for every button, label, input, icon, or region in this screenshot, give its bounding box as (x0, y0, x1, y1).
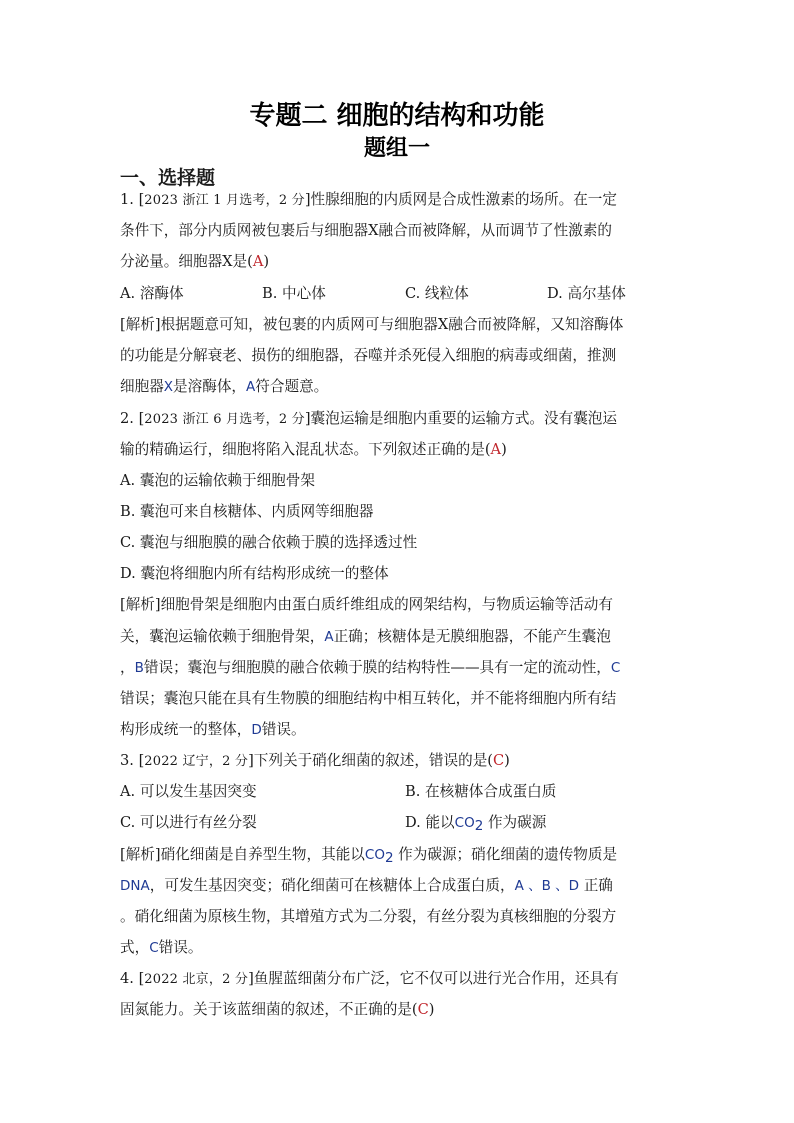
q3-option-b: B. 在核糖体合成蛋白质 (405, 783, 557, 800)
q1-source: 2023 浙江 1 月选考，2 分 (144, 193, 305, 208)
q1-explanation-line1: [解析]根据题意可知，被包裹的内质网可与细胞器X融合而被降解，又知溶酶体 (120, 316, 624, 333)
q2-option-c: C. 囊泡与细胞膜的融合依赖于膜的选择透过性 (120, 534, 418, 551)
page-subtitle: 题组一 (363, 136, 430, 161)
q1-stem-line3: 分泌量。细胞器X是(A) (120, 253, 270, 270)
q2-option-b: B. 囊泡可来自核糖体、内质网等细胞器 (120, 503, 374, 520)
q3-explanation-line4: 式，C错误。 (120, 939, 203, 956)
q1-option-a: A. 溶酶体 (120, 285, 184, 302)
section-heading: 一、选择题 (120, 167, 216, 189)
q3-option-d: D. 能以$CO_2$ 作为碳源 (405, 814, 547, 834)
q3-option-a: A. 可以发生基因突变 (120, 783, 257, 800)
q3-stem-line1: 3. [2022 辽宁，2 分]下列关于硝化细菌的叙述，错误的是(C) (120, 752, 510, 769)
q2-explanation-line3: ，B错误；囊泡与细胞膜的融合依赖于膜的结构特性——具有一定的流动性，C (120, 659, 621, 676)
q3-option-c: C. 可以进行有丝分裂 (120, 814, 257, 831)
q2-source: 2023 浙江 6 月选考，2 分 (144, 412, 305, 427)
q1-stem-line1: 1. [2023 浙江 1 月选考，2 分]性腺细胞的内质网是合成性激素的场所。在一定 (120, 191, 617, 208)
q2-option-a: A. 囊泡的运输依赖于细胞骨架 (120, 472, 315, 489)
q4-source: 2022 北京，2 分 (144, 972, 249, 987)
page-title: 专题二 细胞的结构和功能 (249, 101, 545, 131)
q1-explanation-line3: 细胞器X是溶酶体，A符合题意。 (120, 378, 329, 395)
q4-stem-line1: 4. [2022 北京，2 分]鱼腥蓝细菌分布广泛，它不仅可以进行光合作用，还具有 (120, 970, 619, 987)
q1-option-c: C. 线粒体 (405, 285, 469, 302)
q2-stem-line2: 输的精确运行，细胞将陷入混乱状态。下列叙述正确的是(A) (120, 441, 507, 458)
q4-answer: C (417, 1001, 429, 1018)
q3-explanation-line2: DNA，可发生基因突变；硝化细菌可在核糖体上合成蛋白质，A 、B 、D 正确 (120, 877, 613, 894)
q2-option-d: D. 囊泡将细胞内所有结构形成统一的整体 (120, 565, 389, 582)
q1-option-b: B. 中心体 (262, 285, 326, 302)
q2-answer: A (490, 441, 502, 458)
q1-option-d: D. 高尔基体 (547, 285, 626, 302)
q1-stem-line2: 条件下，部分内质网被包裹后与细胞器X融合而被降解，从而调节了性激素的 (120, 222, 612, 239)
q2-explanation-line1: [解析]细胞骨架是细胞内由蛋白质纤维组成的网架结构，与物质运输等活动有 (120, 596, 613, 613)
q2-explanation-line2: 关，囊泡运输依赖于细胞骨架，A正确；核糖体是无膜细胞器，不能产生囊泡 (120, 628, 611, 645)
q4-stem-line2: 固氮能力。关于该蓝细菌的叙述，不正确的是(C) (120, 1001, 435, 1018)
q2-stem-line1: 2. [2023 浙江 6 月选考，2 分]囊泡运输是细胞内重要的运输方式。没有囊泡运 (120, 410, 617, 427)
q3-explanation-line1: [解析]硝化细菌是自养型生物，其能以$CO_2$ 作为碳源；硝化细菌的遗传物质是 (120, 846, 618, 866)
q3-answer: C (492, 752, 505, 769)
q1-explanation-line2: 的功能是分解衰老、损伤的细胞器，吞噬并杀死侵入细胞的病毒或细菌，推测 (120, 347, 617, 364)
q2-explanation-line5: 构形成统一的整体，D错误。 (120, 721, 306, 738)
q3-explanation-line3: 。硝化细菌为原核生物，其增殖方式为二分裂，有丝分裂为真核细胞的分裂方 (120, 908, 617, 925)
q2-explanation-line4: 错误；囊泡只能在具有生物膜的细胞结构中相互转化，并不能将细胞内所有结 (120, 690, 617, 707)
q1-answer: A (252, 253, 264, 270)
q3-source: 2022 辽宁，2 分 (144, 754, 249, 769)
